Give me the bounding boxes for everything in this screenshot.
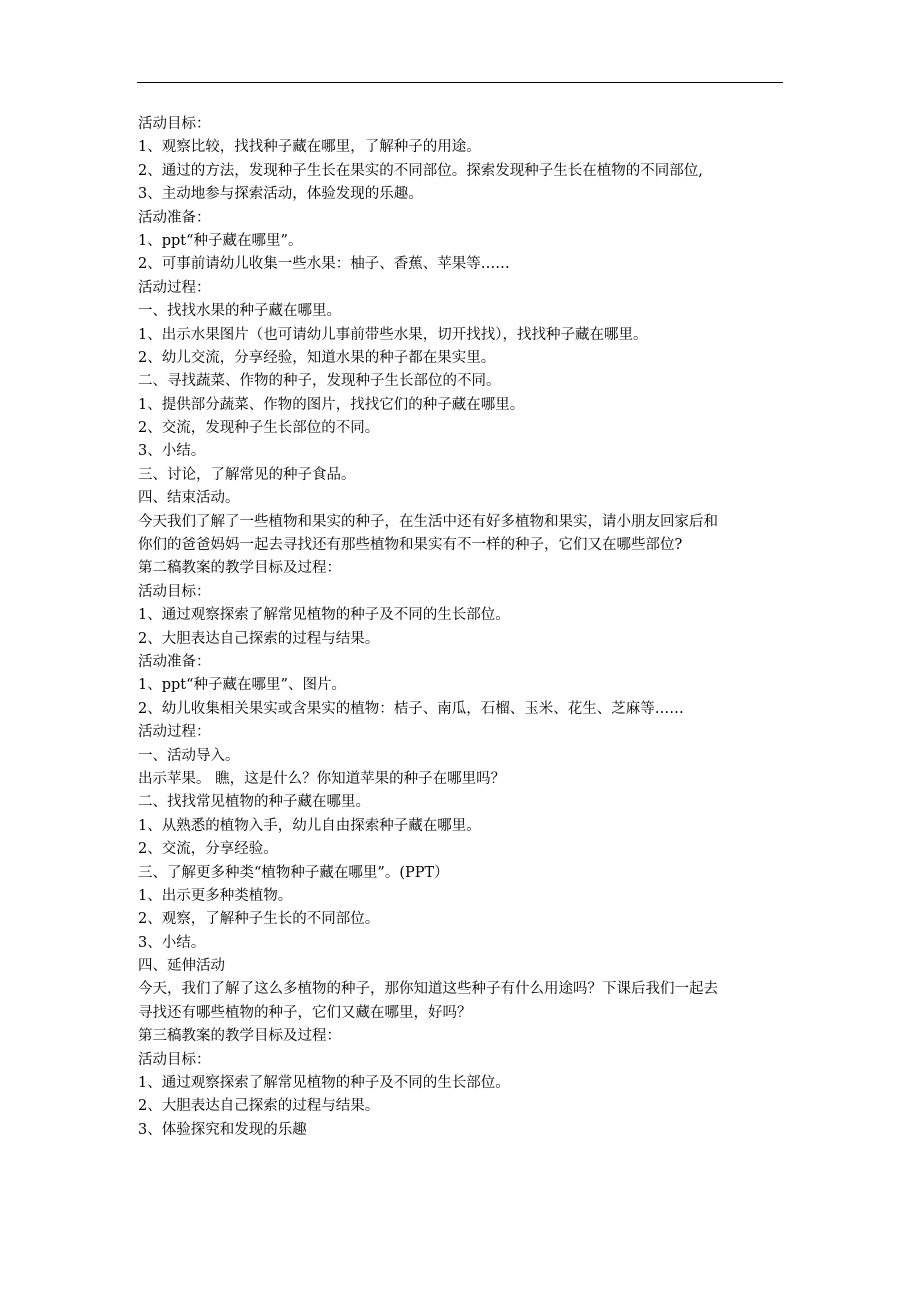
text-line: 活动准备： [138, 209, 211, 226]
text-line: 一、找找水果的种子藏在哪里。 [138, 303, 341, 320]
text-line: 今天我们了解了一些植物和果实的种子，在生活中还有好多植物和果实，请小朋友回家后和 [138, 513, 718, 530]
text-line: 第三稿教案的教学目标及过程： [138, 1028, 341, 1045]
text-line: 活动准备： [138, 653, 211, 670]
text-line: 活动目标： [138, 583, 211, 600]
text-line: 活动过程： [138, 724, 211, 741]
text-line: 2、幼儿收集相关果实或含果实的植物：桔子、南瓜，石榴、玉米、花生、芝麻等…… [138, 700, 684, 717]
text-line: 三、讨论，了解常见的种子食品。 [138, 466, 356, 483]
text-line: 二、找找常见植物的种子藏在哪里。 [138, 794, 370, 811]
text-line: 2、交流，发现种子生长部位的不同。 [138, 420, 380, 437]
document-body [138, 113, 788, 1142]
text-line: 2、通过的方法，发现种子生长在果实的不同部位。探索发现种子生长在植物的不同部位, [138, 162, 703, 179]
text-line: 3、小结。 [138, 934, 206, 951]
text-line: 寻找还有哪些植物的种子，它们又藏在哪里，好吗？ [138, 1004, 472, 1021]
text-line: 1、ppt“种子藏在哪里”。 [138, 232, 303, 249]
text-line: 1、出示更多种类植物。 [138, 887, 293, 904]
text-line: 活动过程： [138, 279, 211, 296]
text-line: 1、通过观察探索了解常见植物的种子及不同的生长部位。 [138, 607, 510, 624]
text-line: 2、观察，了解种子生长的不同部位。 [138, 911, 380, 928]
text-line: 你们的爸爸妈妈一起去寻找还有那些植物和果实有不一样的种子，它们又在哪些部位? [138, 537, 683, 554]
text-line: 今天，我们了解了这么多植物的种子，那你知道这些种子有什么用途吗？下课后我们一起去 [138, 981, 718, 998]
text-line: 1、提供部分蔬菜、作物的图片，找找它们的种子藏在哪里。 [138, 396, 525, 413]
text-line: 1、出示水果图片（也可请幼儿事前带些水果，切开找找），找找种子藏在哪里。 [138, 326, 648, 343]
text-line: 四、结束活动。 [138, 490, 240, 507]
text-line: 2、大胆表达自己探索的过程与结果。 [138, 630, 380, 647]
text-line: 3、体验探究和发现的乐趣 [138, 1121, 307, 1138]
text-line: 活动目标： [138, 1051, 211, 1068]
header-rule [137, 82, 783, 83]
text-line: 2、大胆表达自己探索的过程与结果。 [138, 1098, 380, 1115]
text-line: 1、通过观察探索了解常见植物的种子及不同的生长部位。 [138, 1075, 510, 1092]
text-line: 2、可事前请幼儿收集一些水果：柚子、香蕉、苹果等…… [138, 256, 510, 273]
text-line: 3、主动地参与探索活动，体验发现的乐趣。 [138, 186, 423, 203]
text-line: 活动目标： [138, 116, 211, 132]
text-line: 2、交流，分享经验。 [138, 841, 278, 858]
text-line: 出示苹果。 瞧，这是什么？你知道苹果的种子在哪里吗？ [138, 770, 506, 787]
text-line: 一、活动导入。 [138, 747, 240, 764]
text-line: 二、寻找蔬菜、作物的种子，发现种子生长部位的不同。 [138, 373, 501, 390]
text-line: 第二稿教案的教学目标及过程： [138, 560, 341, 577]
text-line: 1、ppt“种子藏在哪里”、图片。 [138, 677, 346, 694]
text-line: 四、延伸活动 [138, 958, 225, 975]
text-line: 2、幼儿交流，分享经验，知道水果的种子都在果实里。 [138, 349, 496, 366]
text-line: 三、了解更多种类“植物种子藏在哪里”。(PPT） [138, 864, 449, 881]
text-line: 1、观察比较，找找种子藏在哪里，了解种子的用途。 [138, 139, 481, 156]
text-line: 1、从熟悉的植物入手，幼儿自由探索种子藏在哪里。 [138, 817, 481, 834]
text-line: 3、小结。 [138, 443, 206, 460]
